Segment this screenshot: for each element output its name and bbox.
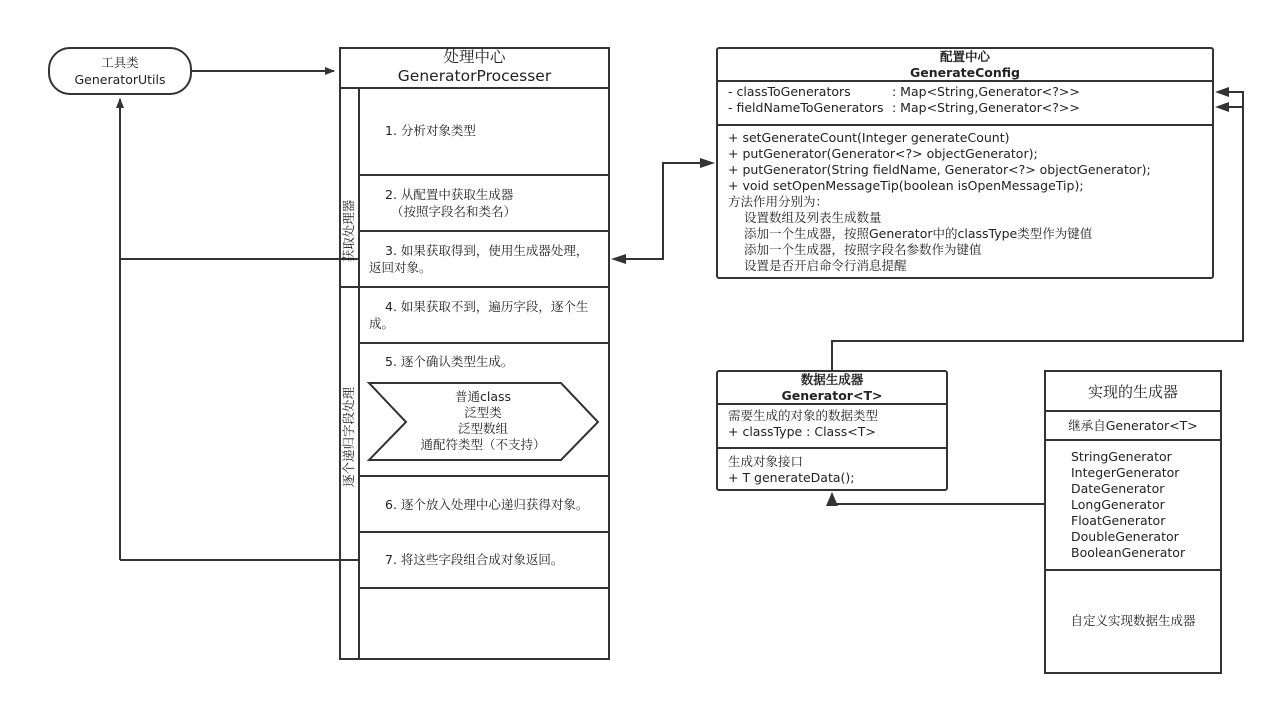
- config-title-cn: 配置中心: [939, 49, 990, 64]
- impl-integer-generator: IntegerGenerator: [1071, 465, 1180, 480]
- config-field-class-map-type: : Map<String,Generator<?>>: [892, 84, 1080, 99]
- step-3-line2: 返回对象。: [369, 260, 432, 275]
- generator-method-generate-data: + T generateData();: [728, 470, 855, 485]
- step-4-line2: 成。: [369, 316, 395, 331]
- type-item-class: 普通class: [454, 389, 512, 404]
- lane-label-fetch: 获取处理器: [341, 199, 356, 263]
- processor-title-en: GeneratorProcesser: [397, 67, 552, 85]
- step-3-line1: 3. 如果获取得到，使用生成器处理，: [385, 243, 589, 258]
- type-item-generic-class: 泛型类: [464, 405, 502, 420]
- utils-label-cn: 工具类: [101, 55, 139, 70]
- generator-field-desc: 需要生成的对象的数据类型: [728, 408, 879, 423]
- lane-label-recursive: 逐个递归字段处理: [341, 386, 356, 488]
- impl-double-generator: DoubleGenerator: [1071, 529, 1179, 544]
- impl-custom-label: 自定义实现数据生成器: [1070, 613, 1196, 628]
- step-4-line1: 4. 如果获取不到，遍历字段，逐个生: [385, 299, 589, 314]
- step-7: 7. 将这些字段组合成对象返回。: [385, 552, 564, 567]
- step-5: 5. 逐个确认类型生成。: [385, 354, 514, 369]
- config-field-name-map: - fieldNameToGenerators: [728, 100, 884, 115]
- impl-title: 实现的生成器: [1087, 383, 1178, 401]
- step-2-line2: （按照字段名和类名）: [391, 204, 517, 219]
- config-method-set-count: + setGenerateCount(Integer generateCount): [728, 130, 1010, 145]
- impl-float-generator: FloatGenerator: [1071, 513, 1166, 528]
- impl-date-generator: DateGenerator: [1071, 481, 1165, 496]
- config-methods-purpose: 方法作用分别为：: [728, 194, 829, 209]
- config-title-en: GenerateConfig: [909, 65, 1021, 80]
- step-2-line1: 2. 从配置中获取生成器: [385, 187, 514, 202]
- config-note-2: 添加一个生成器，按照Generator中的classType类型作为键值: [744, 226, 1093, 241]
- config-note-4: 设置是否开启命令行消息提醒: [744, 258, 907, 273]
- generator-title-en: Generator<T>: [781, 388, 883, 403]
- config-note-3: 添加一个生成器，按照字段名参数作为键值: [744, 242, 982, 257]
- config-method-set-message-tip: + void setOpenMessageTip(boolean isOpenMessageTip);: [728, 178, 1084, 193]
- impl-boolean-generator: BooleanGenerator: [1071, 545, 1186, 560]
- config-field-name-map-type: : Map<String,Generator<?>>: [892, 100, 1080, 115]
- generator-title-cn: 数据生成器: [800, 372, 864, 387]
- type-item-wildcard: 通配符类型（不支持）: [420, 437, 546, 452]
- generator-field-class-type: + classType : Class<T>: [728, 424, 876, 439]
- impl-inherit-label: 继承自Generator<T>: [1068, 418, 1198, 433]
- impl-long-generator: LongGenerator: [1071, 497, 1165, 512]
- generator-method-desc: 生成对象接口: [728, 454, 804, 469]
- impl-string-generator: StringGenerator: [1071, 449, 1172, 464]
- config-note-1: 设置数组及列表生成数量: [744, 210, 882, 225]
- config-method-put-field-generator: + putGenerator(String fieldName, Generator<?> objectGenerator);: [728, 162, 1151, 177]
- step-1: 1. 分析对象类型: [385, 123, 476, 138]
- type-item-generic-array: 泛型数组: [457, 421, 508, 436]
- step-6: 6. 逐个放入处理中心递归获得对象。: [385, 497, 589, 512]
- config-method-put-generator: + putGenerator(Generator<?> objectGenerator);: [728, 146, 1038, 161]
- processor-title-cn: 处理中心: [443, 48, 506, 66]
- config-field-class-map: - classToGenerators: [728, 84, 851, 99]
- utils-label-en: GeneratorUtils: [74, 72, 166, 87]
